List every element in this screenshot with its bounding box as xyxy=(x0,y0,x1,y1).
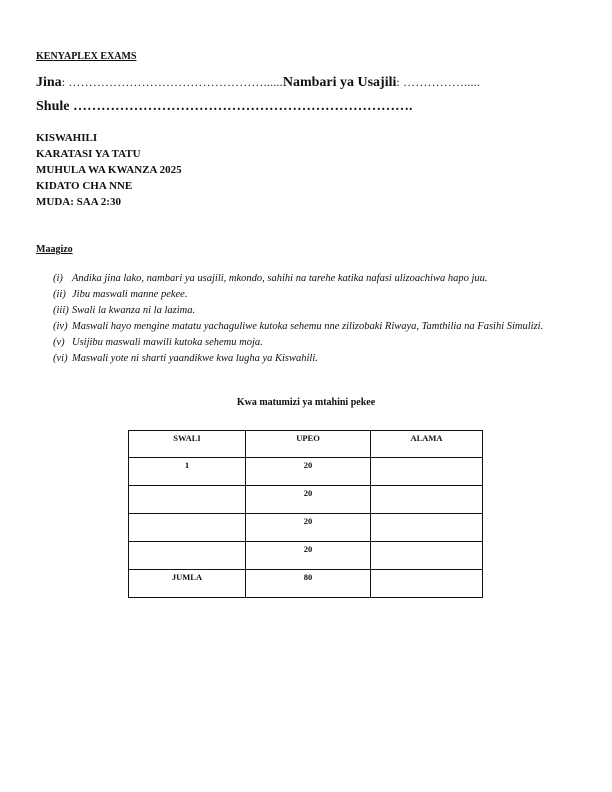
table-total-row xyxy=(129,570,483,598)
table-row xyxy=(129,542,483,570)
cell-swali: 1 xyxy=(129,458,246,486)
table-row xyxy=(129,514,483,542)
cell-alama[interactable] xyxy=(371,514,483,542)
marks-table xyxy=(128,430,483,598)
reg-field[interactable]: : ……………..... xyxy=(396,75,481,89)
subject: KISWAHILI xyxy=(36,132,98,144)
term: MUHULA WA KWANZA 2025 xyxy=(36,164,182,176)
header-upeo: UPEO xyxy=(246,431,371,458)
table-row xyxy=(129,486,483,514)
instructions-title: Maagizo xyxy=(36,244,73,255)
cell-alama[interactable] xyxy=(371,542,483,570)
instruction-item xyxy=(53,304,573,317)
cell-swali[interactable] xyxy=(129,486,246,514)
header-alama: ALAMA xyxy=(371,431,483,458)
instruction-text: Usijibu maswali mawili kutoka sehemu moja. xyxy=(72,337,263,348)
examiner-caption: Kwa matumizi ya mtahini pekee xyxy=(236,397,376,408)
instruction-number: (i) xyxy=(53,273,63,284)
paper: KARATASI YA TATU xyxy=(36,148,141,160)
instruction-number: (vi) xyxy=(53,353,68,364)
cell-alama[interactable] xyxy=(371,486,483,514)
instructions-list xyxy=(53,272,573,368)
cell-alama[interactable] xyxy=(371,458,483,486)
name-field[interactable]: : …………………………………………...... xyxy=(61,75,283,89)
instruction-number: (iii) xyxy=(53,305,69,316)
instruction-text: Andika jina lako, nambari ya usajili, mkondo, sahihi na tarehe katika nafasi ulizoachiwa hapo juu. xyxy=(72,273,488,284)
instruction-text: Maswali hayo mengine matatu yachaguliwe kutoka sehemu nne zilizobaki Riwaya, Tamthilia na Fasihi Simulizi. xyxy=(72,321,544,332)
instruction-text: Jibu maswali manne pekee. xyxy=(72,289,188,300)
cell-swali[interactable] xyxy=(129,542,246,570)
instruction-text: Swali la kwanza ni la lazima. xyxy=(72,305,196,316)
instruction-item xyxy=(53,336,573,349)
duration: MUDA: SAA 2:30 xyxy=(36,196,121,208)
cell-upeo: 20 xyxy=(246,486,371,514)
cell-total-upeo: 80 xyxy=(246,570,371,598)
table-header-row xyxy=(129,431,483,458)
cell-total-alama[interactable] xyxy=(371,570,483,598)
school-field[interactable]: ………………………………………………………………. xyxy=(69,99,413,114)
instruction-number: (v) xyxy=(53,337,65,348)
cell-upeo: 20 xyxy=(246,542,371,570)
cell-jumla: JUMLA xyxy=(129,570,246,598)
instruction-text: Maswali yote ni sharti yaandikwe kwa lugha ya Kiswahili. xyxy=(72,353,318,364)
name-label: Jina xyxy=(36,75,62,90)
header-swali: SWALI xyxy=(129,431,246,458)
instruction-item xyxy=(53,272,573,285)
school-label: Shule xyxy=(36,99,70,114)
brand-title: KENYAPLEX EXAMS xyxy=(36,51,137,62)
instruction-item xyxy=(53,352,573,365)
school-line xyxy=(36,99,412,115)
cell-swali[interactable] xyxy=(129,514,246,542)
instruction-number: (iv) xyxy=(53,321,68,332)
form: KIDATO CHA NNE xyxy=(36,180,133,192)
instruction-item xyxy=(53,288,573,301)
name-reg-line xyxy=(36,75,480,91)
cell-upeo: 20 xyxy=(246,458,371,486)
instruction-number: (ii) xyxy=(53,289,66,300)
reg-label: Nambari ya Usajili xyxy=(282,75,397,90)
exam-meta xyxy=(36,130,182,210)
table-row xyxy=(129,458,483,486)
instruction-item xyxy=(53,320,573,333)
cell-upeo: 20 xyxy=(246,514,371,542)
